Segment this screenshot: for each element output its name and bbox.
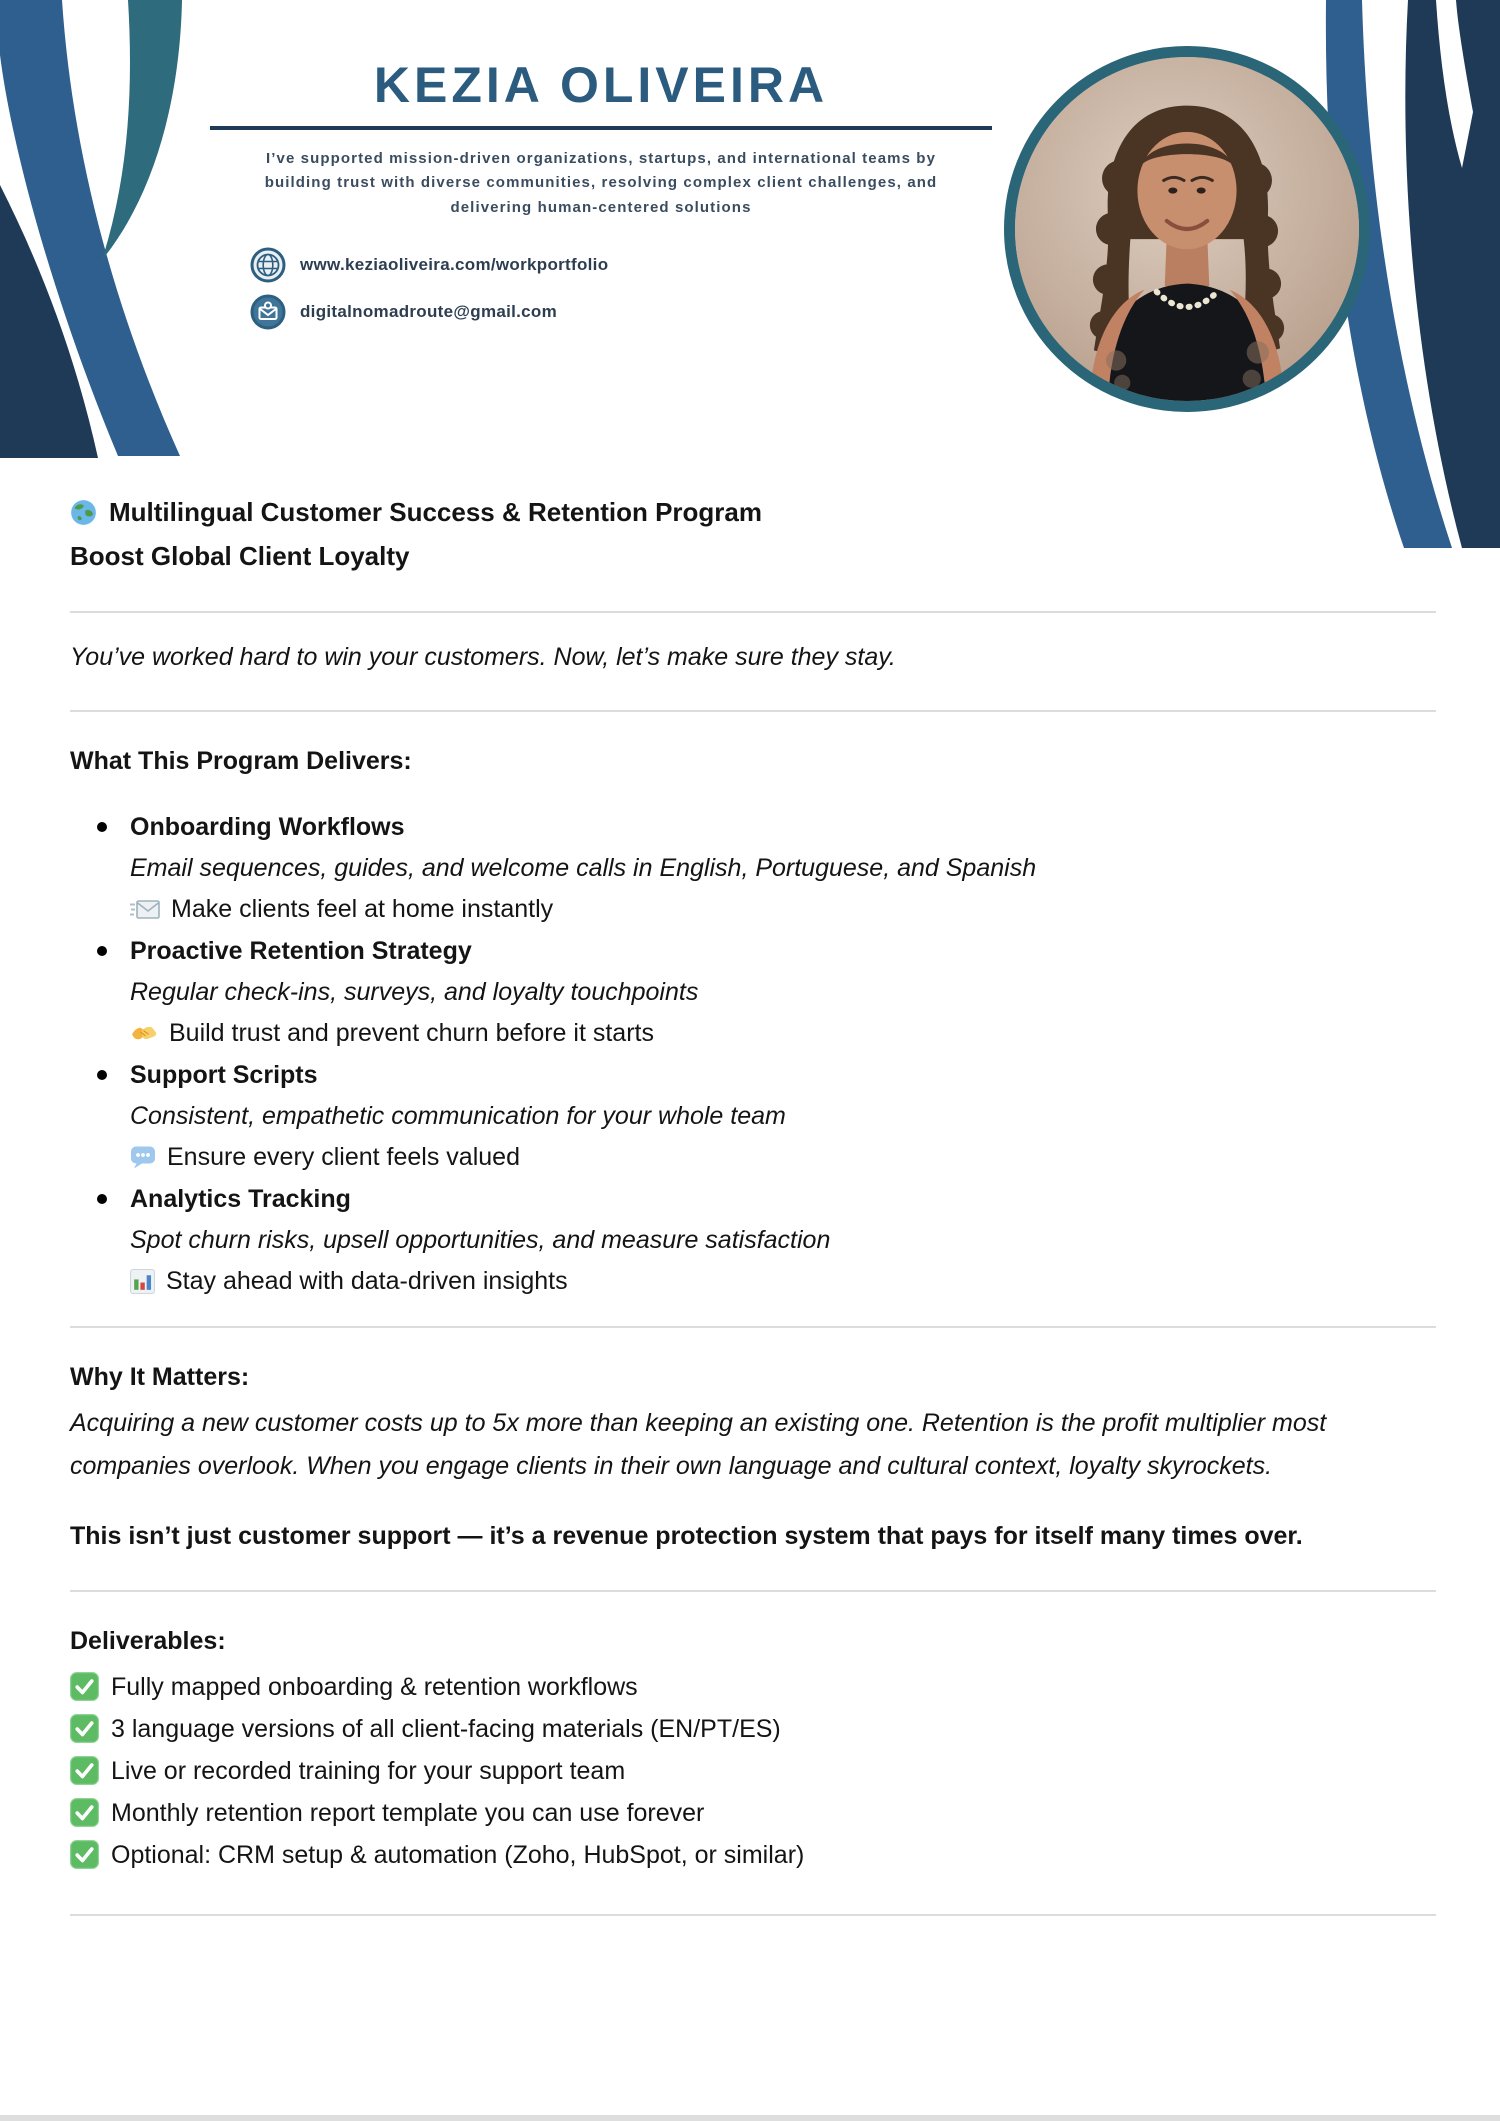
header	[0, 0, 1500, 482]
list-item	[130, 931, 1436, 1054]
item-description: Spot churn risks, upsell opportunities, and measure satisfaction	[130, 1225, 831, 1254]
checklist-item	[70, 1834, 1436, 1876]
checklist-text: Monthly retention report template you can use forever	[111, 1798, 705, 1827]
document-body	[0, 482, 1500, 1916]
tagline: I’ve supported mission-driven organizations, startups, and international teams by building trust with diverse communities, resolving complex client challenges, and delivering human-centered solutions	[264, 150, 938, 216]
item-description: Email sequences, guides, and welcome calls in English, Portuguese, and Spanish	[130, 853, 1037, 882]
checklist-item	[70, 1666, 1436, 1708]
check-mark-icon	[70, 1840, 99, 1869]
email-text: digitalnomadroute@gmail.com	[300, 301, 558, 321]
benefit-text: Stay ahead with data-driven insights	[166, 1266, 568, 1295]
program-subtitle: Boost Global Client Loyalty	[70, 540, 410, 571]
item-title: Support Scripts	[130, 1060, 318, 1089]
item-benefit	[130, 889, 1436, 930]
handshake-icon	[130, 1023, 158, 1044]
bar-chart-icon	[130, 1269, 155, 1294]
item-title: Analytics Tracking	[130, 1184, 351, 1213]
list-item	[130, 1179, 1436, 1302]
benefit-text: Build trust and prevent churn before it starts	[169, 1018, 654, 1047]
speech-balloon-icon	[130, 1145, 156, 1170]
portrait-illustration	[1015, 57, 1359, 401]
item-benefit	[130, 1137, 1436, 1178]
name-divider	[210, 126, 992, 130]
checklist-text: Fully mapped onboarding & retention workflows	[111, 1672, 638, 1701]
check-mark-icon	[70, 1714, 99, 1743]
checklist-item	[70, 1708, 1436, 1750]
program-title: Multilingual Customer Success & Retention Program	[109, 497, 762, 527]
benefit-text: Make clients feel at home instantly	[171, 894, 554, 923]
deliverables-list	[70, 1666, 1436, 1876]
item-benefit	[130, 1013, 1436, 1054]
list-item	[130, 807, 1436, 930]
divider	[70, 710, 1436, 712]
delivers-list	[70, 807, 1436, 1302]
globe-earth-icon	[70, 499, 97, 526]
why-paragraph: Acquiring a new customer costs up to 5x more than keeping an existing one. Retention is the profit multiplier most companies overlook. When you engage clients in their own language and cultural context, loyalty skyrockets.	[70, 1409, 1327, 1480]
checklist-item	[70, 1750, 1436, 1792]
profile-photo	[1004, 46, 1370, 412]
benefit-text: Ensure every client feels valued	[167, 1142, 520, 1171]
divider	[70, 1326, 1436, 1328]
check-mark-icon	[70, 1798, 99, 1827]
item-description: Consistent, empathetic communication for your whole team	[130, 1101, 786, 1130]
checklist-text: Optional: CRM setup & automation (Zoho, HubSpot, or similar)	[111, 1840, 805, 1869]
delivers-heading: What This Program Delivers:	[70, 747, 412, 775]
divider	[70, 1590, 1436, 1592]
email-envelope-icon	[250, 294, 286, 330]
checklist-item	[70, 1792, 1436, 1834]
email-link[interactable]	[250, 294, 557, 330]
header-center	[210, 58, 992, 341]
checklist-text: Live or recorded training for your support team	[111, 1756, 626, 1785]
website-link[interactable]	[250, 247, 608, 283]
item-title: Proactive Retention Strategy	[130, 936, 472, 965]
incoming-envelope-icon	[130, 898, 160, 921]
why-heading: Why It Matters:	[70, 1362, 250, 1391]
check-mark-icon	[70, 1756, 99, 1785]
website-text: www.keziaoliveira.com/workportfolio	[300, 254, 609, 274]
program-title-row	[70, 496, 1436, 529]
intro-line: You’ve worked hard to win your customers. Now, let’s make sure they stay.	[70, 643, 896, 671]
item-description: Regular check-ins, surveys, and loyalty touchpoints	[130, 977, 699, 1006]
emphasis-paragraph: This isn’t just customer support — it’s a revenue protection system that pays for itself many times over.	[70, 1522, 1303, 1550]
divider	[70, 611, 1436, 613]
person-name: KEZIA OLIVEIRA	[373, 57, 829, 113]
divider	[70, 1914, 1436, 1916]
list-item	[130, 1055, 1436, 1178]
globe-wireframe-icon	[250, 247, 286, 283]
deliverables-heading: Deliverables:	[70, 1627, 226, 1655]
check-mark-icon	[70, 1672, 99, 1701]
page-edge	[0, 2115, 1500, 2121]
item-title: Onboarding Workflows	[130, 812, 405, 841]
checklist-text: 3 language versions of all client-facing materials (EN/PT/ES)	[111, 1714, 781, 1743]
item-benefit	[130, 1261, 1436, 1302]
contact-block	[250, 247, 992, 330]
